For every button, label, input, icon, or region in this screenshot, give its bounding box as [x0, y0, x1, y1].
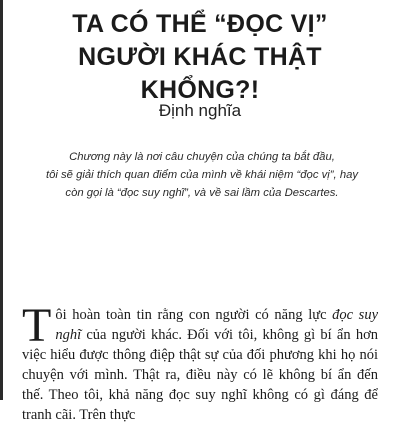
body-text — [22, 299, 379, 425]
body-paragraph — [22, 299, 379, 425]
chapter-title-line-1: TA CÓ THỂ “ĐỌC VỊ” — [72, 10, 328, 38]
body-text-part-1: ôi hoàn toàn tin rằng con người có năng lực — [55, 307, 333, 323]
intro-line-2: tôi sẽ giải thích quan điểm của mình về khái niệm “đọc vị”, hay — [45, 169, 359, 181]
chapter-title — [20, 8, 380, 107]
chapter-title-line-2: NGƯỜI KHÁC THẬT KHỔNG?! — [78, 43, 322, 104]
chapter-intro — [28, 148, 376, 202]
section-heading: Định nghĩa — [158, 101, 242, 120]
intro-line-1: Chương này là nơi câu chuyện của chúng ta bắt đầu, — [69, 151, 335, 163]
body-text-part-2: của người khác. Đối với tôi, không gì bí ẩn hơn việc hiểu được thông điệp thật sự của đối phương khi họ nói chuyện với mình. Thật ra, điều này có lẽ không bí ẩn đến thế. Theo tôi, khả năng đọc suy nghĩ không có gì đáng để tranh cãi. Trên thực — [22, 327, 378, 423]
drop-cap: T — [22, 299, 52, 352]
body-emphasis: đọc suy nghĩ — [55, 307, 379, 343]
page-edge-border — [0, 0, 3, 400]
intro-line-3: còn gọi là “đọc suy nghĩ”, và về sai lầm của Descartes. — [65, 187, 339, 199]
